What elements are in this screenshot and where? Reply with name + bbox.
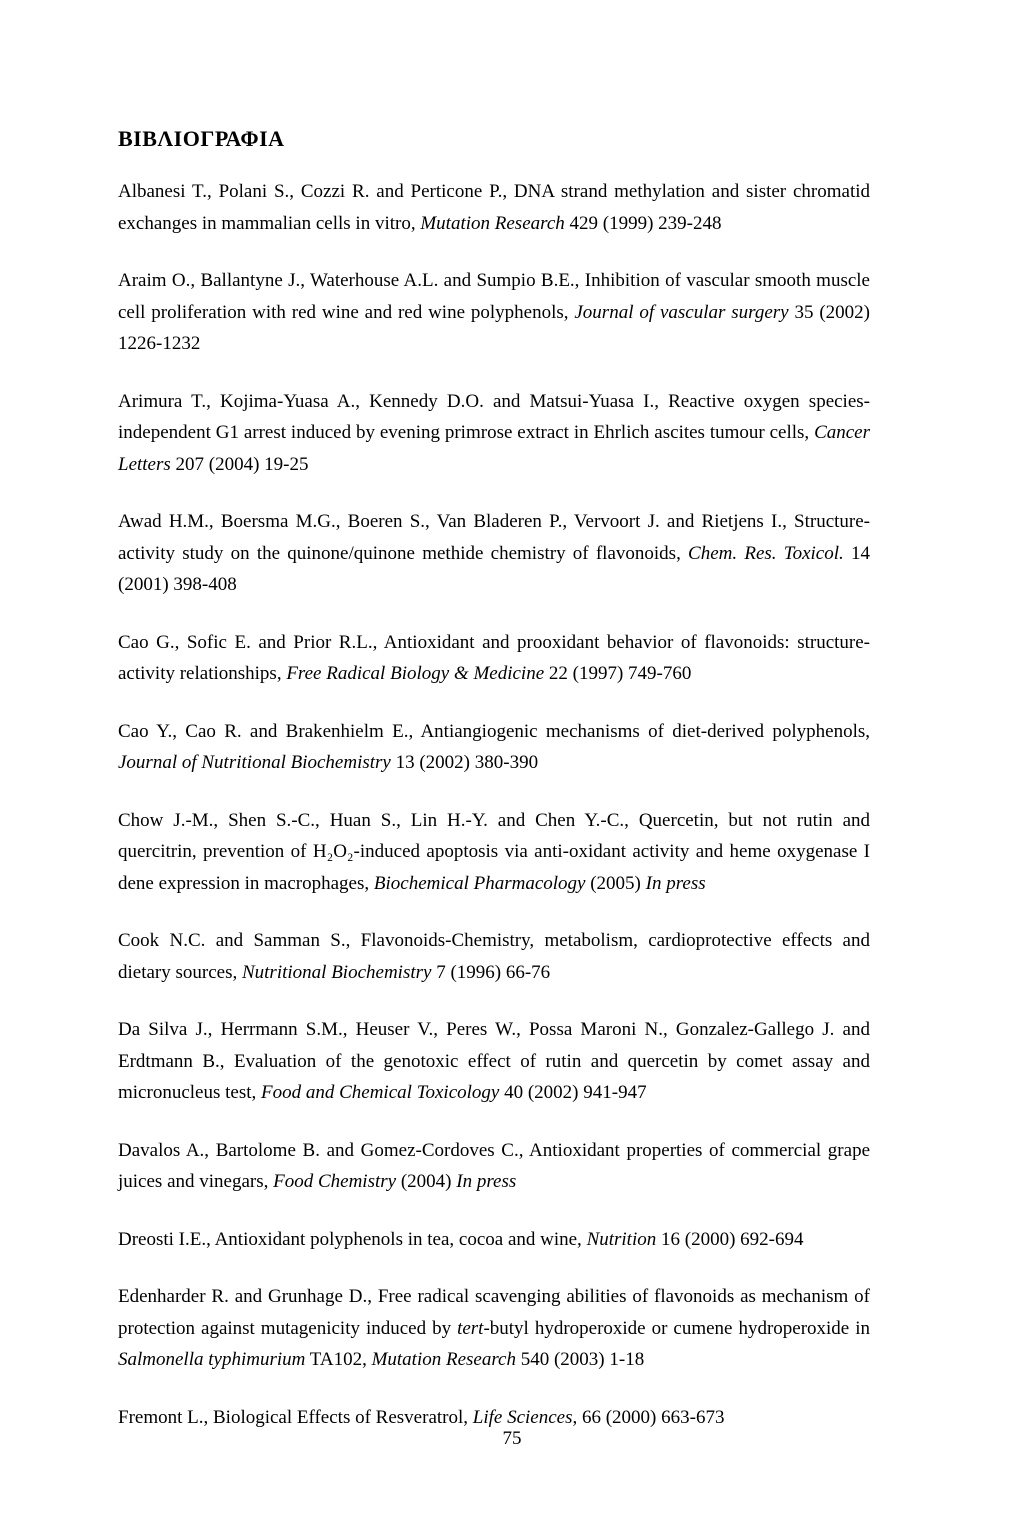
reference-entry <box>118 386 870 481</box>
reference-italic-text: Free Radical Biology & Medicine <box>286 663 545 684</box>
reference-entry <box>118 805 870 900</box>
reference-text: 540 (2003) 1-18 <box>515 1349 645 1370</box>
reference-italic-text: Mutation Research <box>420 212 565 234</box>
reference-text: 22 (1997) 749-760 <box>544 663 692 684</box>
reference-text: 13 (2002) 380-390 <box>390 752 539 773</box>
reference-text: Awad H.M., Boersma M.G., Boeren S., Van Bladeren P., Vervoort J. and Rietjens I., Structure-activity study on the quinone/quinone methide chemistry of flavonoids, <box>118 511 870 564</box>
reference-italic-text: Nutritional Biochemistry <box>241 961 432 983</box>
reference-text: Arimura T., Kojima-Yuasa A., Kennedy D.O. and Matsui-Yuasa I., Reactive oxygen species-independent G1 arrest induced by evening primrose extract in Ehrlich ascites tumour cells, <box>118 390 870 443</box>
reference-text: TA102, <box>305 1349 372 1370</box>
reference-text: 40 (2002) 941-947 <box>499 1082 647 1103</box>
reference-text: 7 (1996) 66-76 <box>431 961 551 983</box>
reference-italic-text: Mutation Research <box>371 1349 516 1370</box>
reference-italic-text: In press <box>645 872 706 894</box>
reference-italic-text: Nutrition <box>586 1228 657 1250</box>
reference-italic-text: Cancer Letters <box>118 422 870 475</box>
reference-entry <box>118 1224 870 1256</box>
page-number: 75 <box>502 1428 522 1449</box>
reference-italic-text: Journal of Nutritional Biochemistry <box>118 752 391 773</box>
reference-text: 429 (1999) 239-248 <box>564 212 722 234</box>
reference-italic-text: Chem. Res. Toxicol. <box>688 542 844 564</box>
reference-italic-text: Salmonella typhimurium <box>118 1349 306 1370</box>
reference-italic-text: tert <box>457 1317 484 1339</box>
reference-text: Edenharder R. and Grunhage D., Free radical scavenging abilities of flavonoids as mechanism of protection against mutagenicity induced by <box>118 1286 870 1339</box>
reference-italic-text: Food Chemistry <box>273 1171 397 1192</box>
reference-text: Cao Y., Cao R. and Brakenhielm E., Antiangiogenic mechanisms of diet-derived polyphenols, <box>118 720 870 742</box>
reference-entry <box>118 627 870 690</box>
reference-text: 207 (2004) 19-25 <box>170 453 309 475</box>
reference-italic-text: Biochemical Pharmacology <box>373 872 586 894</box>
reference-text: 35 (2002) 1226-1232 <box>118 301 871 354</box>
reference-text: (2005) <box>585 872 646 894</box>
reference-italic-text: Journal of vascular surgery <box>574 301 789 323</box>
reference-text: Dreosti I.E., Antioxidant polyphenols in tea, cocoa and wine, <box>118 1228 587 1250</box>
reference-text: Chow J.-M., Shen S.-C., Huan S., Lin H.-Y. and Chen Y.-C., Quercetin, but not rutin and quercitrin, prevention of H₂O₂-induced apoptosis via anti-oxidant activity and heme oxygenase I dene expression in macrophages, <box>118 809 870 894</box>
reference-italic-text: In press <box>456 1171 517 1192</box>
reference-text: Cao G., Sofic E. and Prior R.L., Antioxidant and prooxidant behavior of flavonoids: structure-activity relationships, <box>118 631 870 684</box>
reference-text: Cook N.C. and Samman S., Flavonoids-Chemistry, metabolism, cardioprotective effects and dietary sources, <box>118 930 870 983</box>
reference-entry <box>118 716 870 779</box>
reference-text: Albanesi T., Polani S., Cozzi R. and Perticone P., DNA strand methylation and sister chromatid exchanges in mammalian cells in vitro, <box>118 181 870 234</box>
reference-entry <box>118 265 870 360</box>
reference-entry <box>118 176 870 239</box>
reference-text: Araim O., Ballantyne J., Waterhouse A.L. and Sumpio B.E., Inhibition of vascular smooth muscle cell proliferation with red wine and red wine polyphenols, <box>118 270 870 323</box>
reference-text: Davalos A., Bartolome B. and Gomez-Cordoves C., Antioxidant properties of commercial grape juices and vinegars, <box>118 1139 870 1192</box>
reference-text: (2004) <box>396 1171 457 1192</box>
reference-text: -butyl hydroperoxide or cumene hydroperoxide in <box>483 1317 870 1339</box>
reference-text: , 66 (2000) 663-673 <box>572 1406 725 1428</box>
reference-text: Fremont L., Biological Effects of Resveratrol, <box>118 1406 473 1428</box>
reference-text: 14 (2001) 398-408 <box>118 542 870 595</box>
reference-list <box>118 176 870 1459</box>
bibliography-heading: ΒΙΒΛΙΟΓΡΑΦΙΑ <box>118 126 285 151</box>
reference-entry <box>118 1014 870 1109</box>
reference-italic-text: Food and Chemical Toxicology <box>261 1082 500 1103</box>
reference-entry <box>118 1281 870 1376</box>
reference-entry <box>118 506 870 601</box>
reference-text: Da Silva J., Herrmann S.M., Heuser V., Peres W., Possa Maroni N., Gonzalez-Gallego J. and Erdtmann B., Evaluation of the genotoxic effect of rutin and quercetin by comet assay and micronucleus test, <box>118 1019 870 1103</box>
reference-entry <box>118 925 870 988</box>
reference-entry <box>118 1135 870 1198</box>
reference-italic-text: Life Sciences <box>472 1406 573 1428</box>
reference-text: 16 (2000) 692-694 <box>656 1228 804 1250</box>
